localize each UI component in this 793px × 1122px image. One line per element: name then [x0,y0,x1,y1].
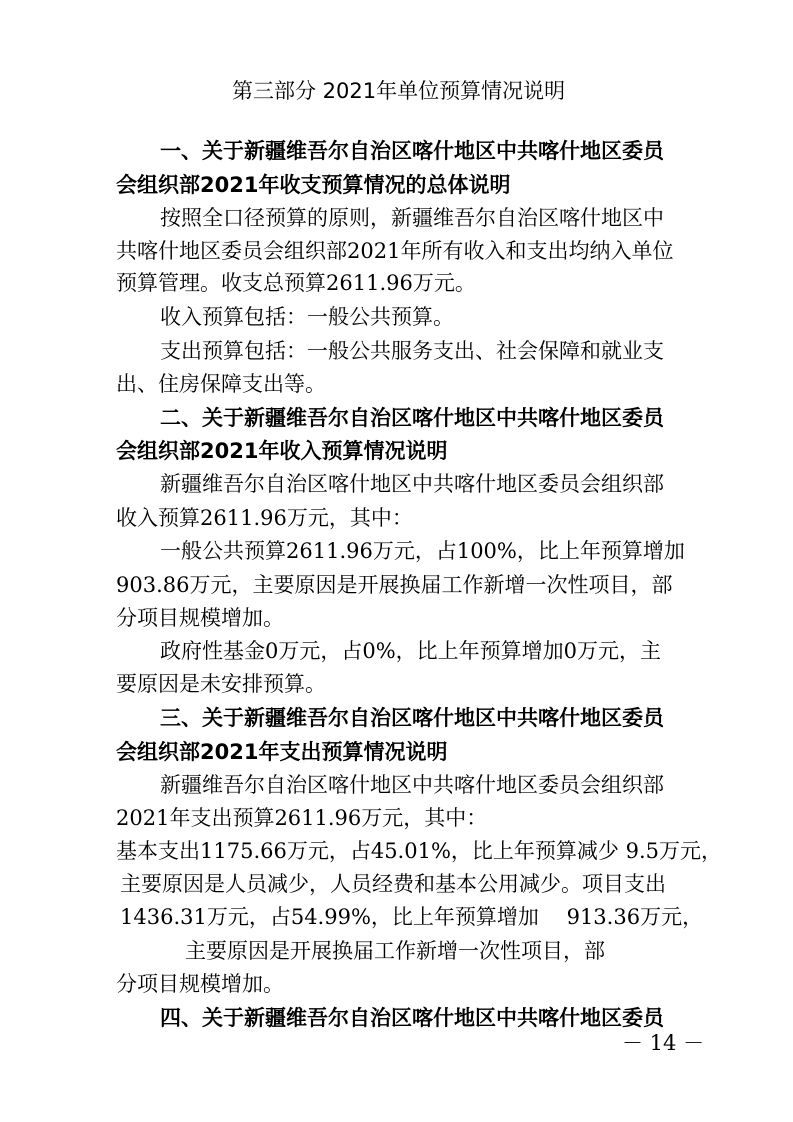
body-paragraph: 新疆维吾尔自治区喀什地区中共喀什地区委员会组织部 [160,472,664,496]
body-paragraph: 主要原因是开展换届工作新增一次性项目，部 [185,939,605,963]
body-paragraph: 支出预算包括：一般公共服务支出、社会保障和就业支 [160,339,664,363]
body-paragraph: 共喀什地区委员会组织部2021年所有收入和支出均纳入单位 [116,239,674,263]
body-paragraph: 一般公共预算2611.96万元，占100%，比上年预算增加 [160,539,685,563]
body-paragraph: 基本支出1175.66万元，占45.01%，比上年预算减少 9.5万元， [116,839,722,863]
section-heading: 二、关于新疆维吾尔自治区喀什地区中共喀什地区委员 [160,406,664,430]
body-paragraph: 收入预算包括：一般公共预算。 [160,305,454,329]
section-heading: 一、关于新疆维吾尔自治区喀什地区中共喀什地区委员 [160,139,664,163]
body-paragraph: 903.86万元，主要原因是开展换届工作新增一次性项目，部 [116,573,673,597]
body-paragraph: 政府性基金0万元，占0%，比上年预算增加0万元，主 [160,639,662,663]
section-heading: 四、关于新疆维吾尔自治区喀什地区中共喀什地区委员 [160,1006,664,1030]
body-paragraph: 分项目规模增加。 [116,606,284,630]
body-paragraph: 预算管理。收支总预算2611.96万元。 [116,271,476,295]
body-paragraph: 按照全口径预算的原则，新疆维吾尔自治区喀什地区中 [160,206,664,230]
body-paragraph: 1436.31万元，占54.99%，比上年预算增加 913.36万元， [120,905,704,929]
body-paragraph: 2021年支出预算2611.96万元，其中： [116,806,488,830]
page-number: － 14 － [622,1031,705,1055]
body-paragraph: 要原因是未安排预算。 [116,672,326,696]
section-heading: 三、关于新疆维吾尔自治区喀什地区中共喀什地区委员 [160,706,664,730]
body-paragraph: 收入预算2611.96万元，其中： [116,506,413,530]
section-heading: 会组织部2021年收支预算情况的总体说明 [116,173,511,197]
page-title: 第三部分 2021年单位预算情况说明 [232,79,566,103]
body-paragraph: 分项目规模增加。 [116,972,284,996]
body-paragraph: 新疆维吾尔自治区喀什地区中共喀什地区委员会组织部 [160,773,664,797]
body-paragraph: 主要原因是人员减少，人员经费和基本公用减少。项目支出 [120,872,666,896]
section-heading: 会组织部2021年支出预算情况说明 [116,740,448,764]
body-paragraph: 出、住房保障支出等。 [116,372,326,396]
section-heading: 会组织部2021年收入预算情况说明 [116,439,448,463]
